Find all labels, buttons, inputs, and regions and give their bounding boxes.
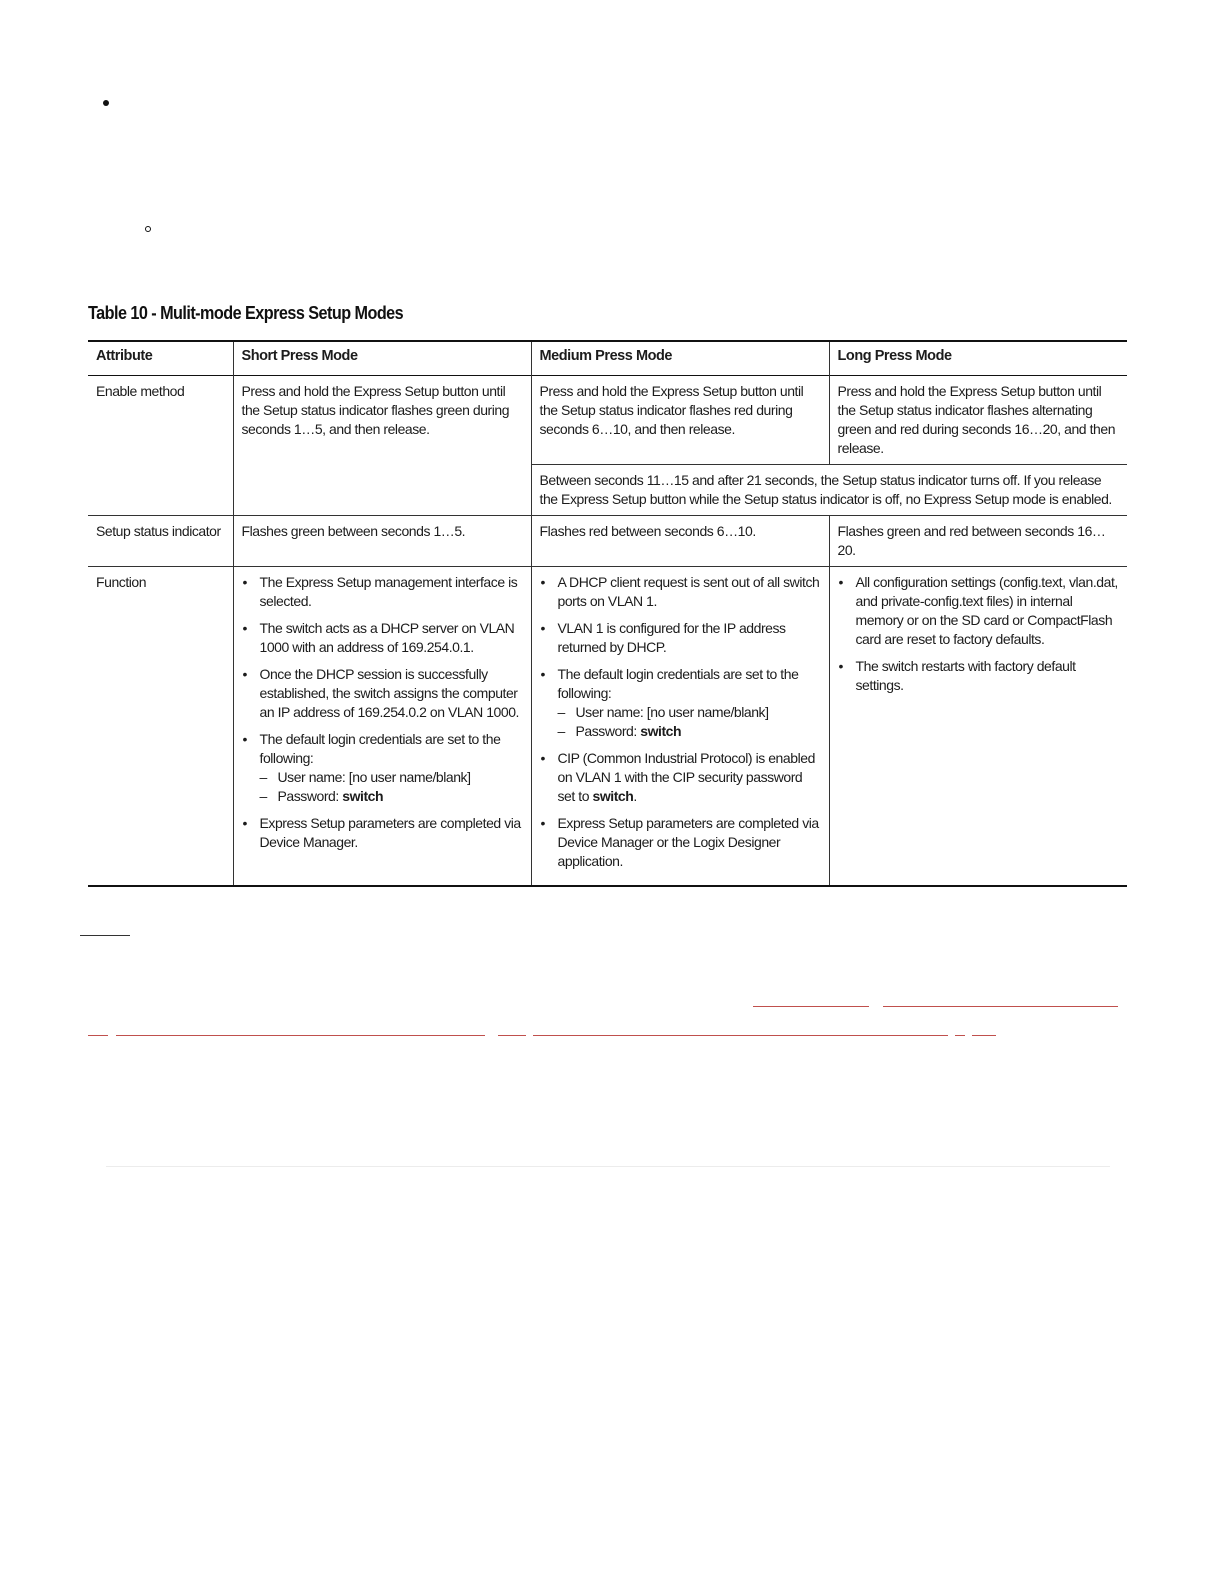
list-item: • Express Setup parameters are completed via Device Manager. (260, 814, 523, 852)
enable-medium-cell: Press and hold the Express Setup button until the Setup status indicator flashes red during seconds 6…10, and then release. (531, 376, 829, 465)
table-row-function (88, 567, 1127, 887)
function-short-list (242, 573, 523, 852)
status-medium-cell: Flashes red between seconds 6…10. (531, 516, 829, 567)
setup-status-label: Setup status indicator (96, 523, 221, 539)
footnote-rule (80, 935, 130, 936)
list-item: • A DHCP client request is sent out of all switch ports on VLAN 1. (558, 573, 821, 611)
list-item: • The switch acts as a DHCP server on VLAN 1000 with an address of 169.254.0.1. (260, 619, 523, 657)
function-long-cell (829, 567, 1127, 887)
section-divider (106, 1166, 1110, 1167)
function-medium-cell (531, 567, 829, 887)
link-underline[interactable] (116, 1035, 485, 1036)
link-underline[interactable] (88, 1035, 108, 1036)
table-header-row (88, 341, 1127, 376)
link-underline[interactable] (955, 1035, 965, 1036)
cip-text: CIP (Common Industrial Protocol) is enabled on VLAN 1 with the CIP security password set to (557, 750, 815, 804)
list-item (558, 749, 821, 806)
credentials-password (260, 787, 523, 806)
password-label: Password: (277, 788, 343, 804)
header-medium-press: Medium Press Mode (531, 341, 829, 376)
table-row-enable-method (88, 376, 1127, 465)
status-long-cell: Flashes green and red between seconds 16…20. (829, 516, 1127, 567)
credentials-password (558, 722, 821, 741)
list-bullet-disc-icon (103, 100, 109, 106)
list-item: • All configuration settings (config.text, vlan.dat, and private-config.text files) in internal memory or on the SD card or CompactFlash card are reset to factory defaults. (856, 573, 1120, 649)
password-value: switch (342, 788, 384, 804)
link-underline[interactable] (533, 1035, 948, 1036)
function-short-cell (233, 567, 531, 887)
header-attribute: Attribute (96, 348, 153, 364)
enable-method-label: Enable method (96, 383, 185, 399)
credentials-username: – User name: [no user name/blank] (558, 703, 821, 722)
header-long-press: Long Press Mode (829, 341, 1127, 376)
list-item: • VLAN 1 is configured for the IP address returned by DHCP. (558, 619, 821, 657)
list-item: • The Express Setup management interface is selected. (260, 573, 523, 611)
list-item: • Express Setup parameters are completed via Device Manager or the Logix Designer application. (558, 814, 821, 871)
express-setup-modes-table (88, 340, 1127, 887)
enable-long-cell: Press and hold the Express Setup button until the Setup status indicator flashes alternating green and red during seconds 16…20, and then release. (829, 376, 1127, 465)
enable-note-cell: Between seconds 11…15 and after 21 seconds, the Setup status indicator turns off. If you release the Express Setup button while the Setup status indicator is off, no Express Setup mode is enabled. (531, 465, 1127, 516)
enable-short-cell: Press and hold the Express Setup button until the Setup status indicator flashes green during seconds 1…5, and then release. (233, 376, 531, 516)
credentials-intro: The default login credentials are set to the following: (557, 666, 799, 701)
list-bullet-circle-icon (145, 226, 151, 232)
table-title: Table 10 - Mulit-mode Express Setup Modes (88, 303, 404, 323)
status-short-cell: Flashes green between seconds 1…5. (233, 516, 531, 567)
cip-text-end: . (633, 788, 637, 804)
link-underline[interactable] (972, 1035, 996, 1036)
table-row-setup-status (88, 516, 1127, 567)
link-underline[interactable] (883, 1006, 1118, 1007)
list-item (558, 665, 821, 741)
list-item (260, 730, 523, 806)
link-underline[interactable] (753, 1006, 869, 1007)
function-medium-list (540, 573, 821, 871)
header-short-press: Short Press Mode (233, 341, 531, 376)
link-underline[interactable] (498, 1035, 526, 1036)
credentials-intro: The default login credentials are set to the following: (259, 731, 501, 766)
password-value: switch (640, 723, 682, 739)
function-label: Function (96, 574, 147, 590)
cip-password-value: switch (592, 788, 634, 804)
password-label: Password: (575, 723, 641, 739)
list-item: • Once the DHCP session is successfully established, the switch assigns the computer an IP address of 169.254.0.2 on VLAN 1000. (260, 665, 523, 722)
credentials-username: – User name: [no user name/blank] (260, 768, 523, 787)
function-long-list (838, 573, 1120, 695)
list-item: • The switch restarts with factory default settings. (856, 657, 1120, 695)
